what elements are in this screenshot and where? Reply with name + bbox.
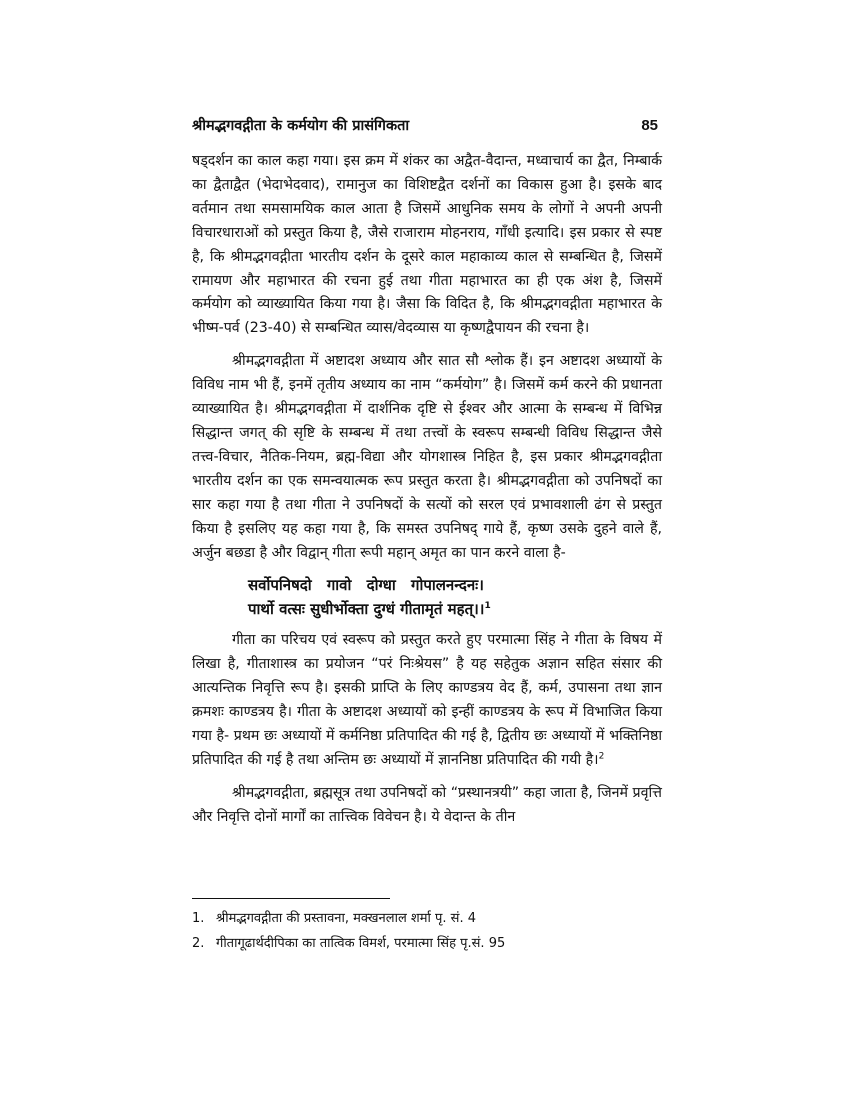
footnote-ref-1: 1 [484, 601, 491, 612]
footnote-text: गीतागूढार्थदीपिका का तात्विक विमर्श, परमात्मा सिंह पृ.सं. 95 [216, 936, 506, 951]
footnote-divider [192, 898, 390, 899]
verse-line-2-text: पार्थो वत्सः सुधीर्भोक्ता दुग्धं गीतामृतं महत्।। [248, 600, 485, 619]
header-title: श्रीमद्भगवद्गीता के कर्मयोग की प्रासंगिकता [192, 118, 410, 134]
footnote-2 [192, 931, 662, 956]
footnote-number: 2. [192, 936, 205, 951]
paragraph-2: श्रीमद्भगवद्गीता में अष्टादश अध्याय और सात सौ श्लोक हैं। इन अष्टादश अध्यायों के विविध नाम भी हैं, इनमें तृतीय अध्याय का नाम “कर्मयोग” है। जिसमें कर्म करने की प्रधानता व्याख्यायित है। श्रीमद्भगवद्गीता में दार्शनिक दृष्टि से ईश्वर और आत्मा के सम्बन्ध में विभिन्न सिद्धान्त जगत् की सृष्टि के सम्बन्ध में तथा तत्त्वों के स्वरूप सम्बन्धी विविध सिद्धान्त जैसे तत्त्व-विचार, नैतिक-नियम, ब्रह्म-विद्या और योगशास्त्र निहित है, इस प्रकार श्रीमद्भगवद्गीता भारतीय दर्शन का एक समन्वयात्मक रूप प्रस्तुत करता है। श्रीमद्भगवद्गीता को उपनिषदों का सार कहा गया है तथा गीता ने उपनिषदों के सत्यों को सरल एवं प्रभावशाली ढंग से प्रस्तुत किया है इसलिए यह कहा गया है, कि समस्त उपनिषद् गाये हैं, कृष्ण उसके दुहने वाले हैं, अर्जुन बछडा है और विद्वान् गीता रूपी महान् अमृत का पान करने वाला है- [192, 353, 662, 561]
sanskrit-verse [192, 573, 662, 621]
page-number: 85 [641, 117, 658, 134]
paragraph-3-text: गीता का परिचय एवं स्वरूप को प्रस्तुत करते हुए परमात्मा सिंह ने गीता के विषय में लिखा है, गीताशास्त्र का प्रयोजन “परं निःश्रेयस” है यह सहेतुक अज्ञान सहित संसार की आत्यन्तिक निवृत्ति रूप है। इसकी प्राप्ति के लिए काण्डत्रय वेद हैं, कर्म, उपासना तथा ज्ञान क्रमशः काण्डत्रय है। गीता के अष्टादश अध्यायों को इन्हीं काण्डत्रय के रूप में विभाजित किया गया है- प्रथम छः अध्यायों में कर्मनिष्ठा प्रतिपादित की गई है, द्वितीय छः अध्यायों में भक्तिनिष्ठा प्रतिपादित की गई है तथा अन्तिम छः अध्यायों में ज्ञाननिष्ठा प्रतिपादित की गयी है। [192, 632, 662, 768]
footnote-ref-2: 2 [598, 751, 605, 762]
paragraph-4: श्रीमद्भगवद्गीता, ब्रह्मसूत्र तथा उपनिषदों को “प्रस्थानत्रयी” कहा जाता है, जिनमें प्रवृत्ति और निवृत्ति दोनों मार्गों का तात्त्विक विवेचन है। ये वेदान्त के तीन [192, 784, 662, 825]
verse-line-1: सर्वोपनिषदो गावो दोग्धा गोपालनन्दनः। [248, 576, 484, 595]
body-text [192, 150, 662, 830]
footnote-1 [192, 906, 662, 931]
paragraph-3 [192, 629, 662, 772]
footnote-number: 1. [192, 911, 205, 926]
footnote-text: श्रीमद्भगवद्गीता की प्रस्तावना, मक्खनलाल शर्मा पृ. सं. 4 [216, 911, 476, 926]
paragraph-1: षड्दर्शन का काल कहा गया। इस क्रम में शंकर का अद्वैत-वैदान्त, मध्वाचार्य का द्वैत, निम्बार्क का द्वैताद्वैत (भेदाभेदवाद), रामानुज का विशिष्टद्वैत दर्शनों का विकास हुआ है। इसके बाद वर्तमान तथा समसामयिक काल आता है जिसमें आधुनिक समय के लोगों ने अपनी अपनी विचारधाराओं को प्रस्तुत किया है, जैसे राजाराम मोहनराय, गाँधी इत्यादि। इस प्रकार से स्पष्ट है, कि श्रीमद्भगवद्गीता भारतीय दर्शन के दूसरे काल महाकाव्य काल से सम्बन्धित है, जिसमें रामायण और महाभारत की रचना हुई तथा गीता महाभारत का ही एक अंश है, जिसमें कर्मयोग को व्याख्यायित किया गया है। जैसा कि विदित है, कि श्रीमद्भगवद्गीता महाभारत के भीष्म-पर्व (23-40) से सम्बन्धित व्यास/वेदव्यास या कृष्णद्वैपायन की रचना है। [192, 153, 662, 337]
footnotes [192, 906, 662, 956]
verse-line-2 [248, 597, 662, 621]
